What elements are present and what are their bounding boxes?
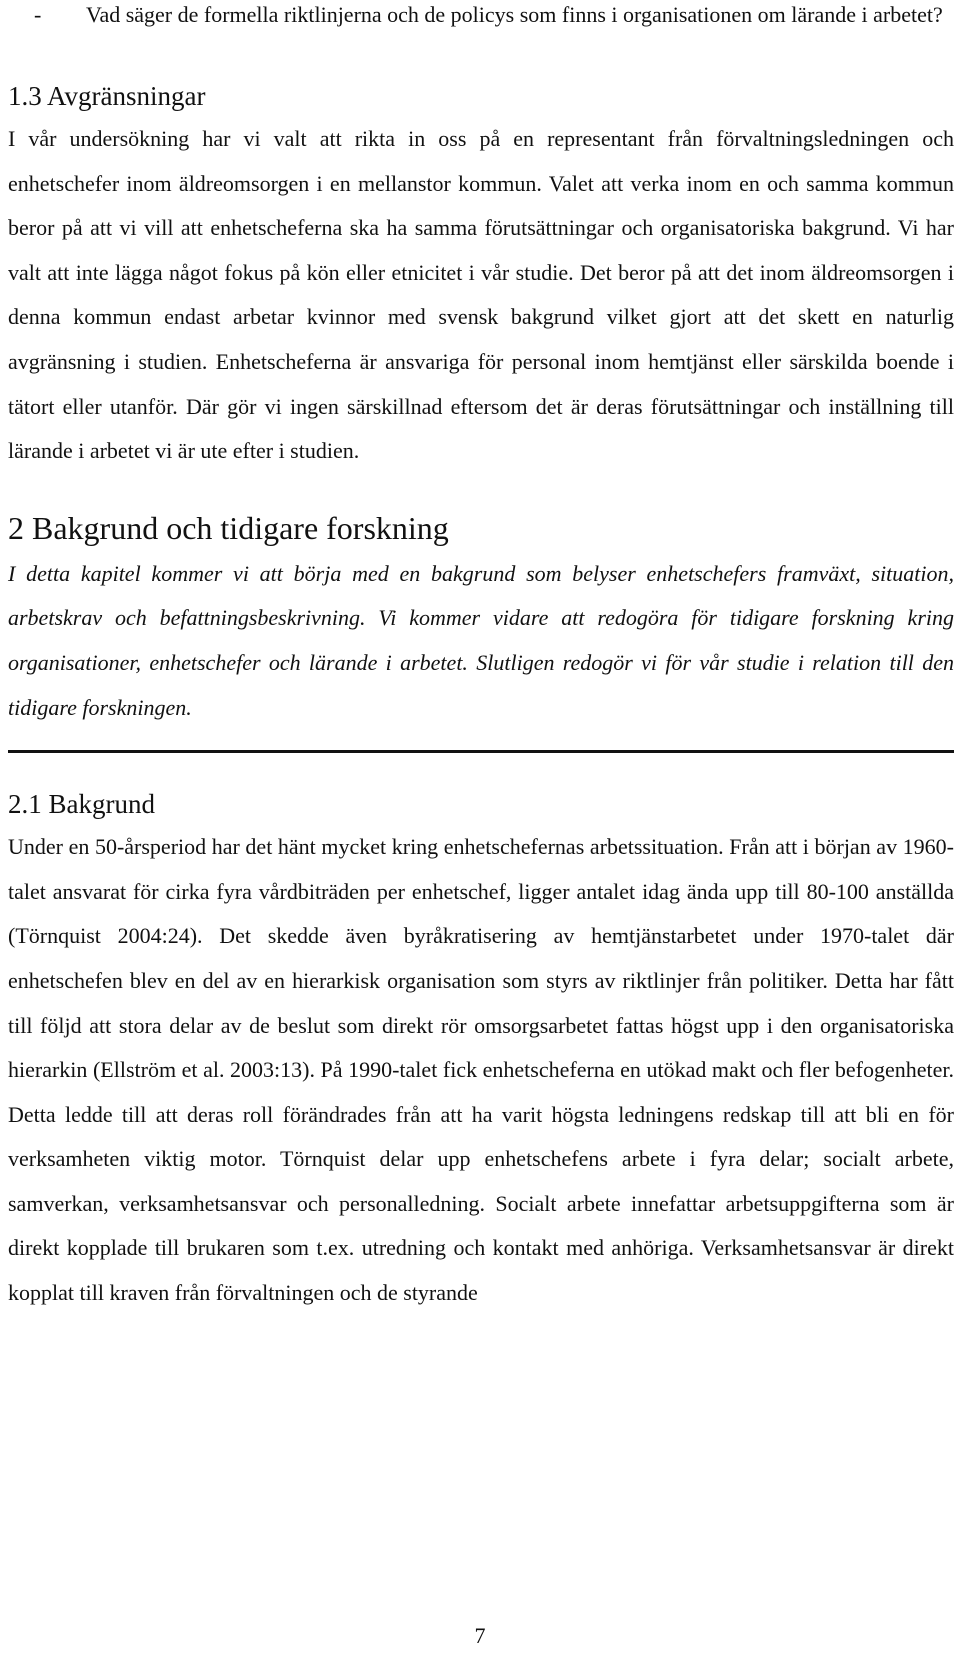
bullet-item	[8, 0, 954, 36]
section-heading-1-3: 1.3 Avgränsningar	[8, 81, 206, 111]
section-2-1-paragraph: Under en 50-årsperiod har det hänt mycket kring enhetschefernas arbetssituation. Från att i början av 1960-talet ansvarat för cirka fyra vårdbiträden per enhetschef, ligger antalet idag ända upp till 80-100 anställda (Törnquist 2004:24). Det skedde även byråkratisering av hemtjänstarbetet under 1970-talet där enhetschefen blev en del av en hierarkisk organisation som styrs av riktlinjer från politiker. Detta har fått till följd att stora delar av de beslut som direkt rör omsorgsarbetet fattas högst upp i den organisatoriska hierarkin (Ellström et al. 2003:13). På 1990-talet fick enhetscheferna en utökad makt och fler befogenheter. Detta ledde till att deras roll förändrades från att ha varit högsta ledningens redskap till att bli en för verksamheten viktig motor. Törnquist delar upp enhetschefens arbete i fyra delar; socialt arbete, samverkan, verksamhetsansvar och personalledning. Socialt arbete innefattar arbetsuppgifterna som är direkt kopplade till brukaren som t.ex. utredning och kontakt med anhöriga. Verksamhetsansvar är direkt kopplat till kraven från förvaltningen och de styrande	[8, 834, 954, 1306]
page-number: 7	[474, 1623, 486, 1648]
bullet-text: Vad säger de formella riktlinjerna och de policys som finns i organisationen om lärande i arbetet?	[86, 2, 943, 27]
section-heading-2: 2 Bakgrund och tidigare forskning	[8, 509, 449, 546]
bullet-marker: -	[34, 2, 42, 27]
section-1-3-paragraph: I vår undersökning har vi valt att rikta in oss på en representant från förvaltningsledningen och enhetschefer inom äldreomsorgen i en mellanstor kommun. Valet att verka inom en och samma kommun beror på att vi vill att enhetscheferna ska ha samma förutsättningar och organisatoriska bakgrund. Vi har valt att inte lägga något fokus på kön eller etnicitet i vår studie. Det beror på att det inom äldreomsorgen i denna kommun endast arbetar kvinnor med svensk bakgrund vilket gjort att det skett en naturlig avgränsning i studien. Enhetscheferna är ansvariga för personal inom hemtjänst eller särskilda boende i tätort eller utanför. Där gör vi ingen särskillnad eftersom det är deras förutsättningar och inställning till lärande i arbetet vi är ute efter i studien.	[8, 126, 954, 464]
section-2-intro-paragraph: I detta kapitel kommer vi att börja med en bakgrund som belyser enhetschefers framväxt, situation, arbetskrav och befattningsbeskrivning. Vi kommer vidare att redogöra för tidigare forskning kring organisationer, enhetschefer och lärande i arbetet. Slutligen redogör vi för vår studie i relation till den tidigare forskningen.	[8, 560, 954, 720]
document-page	[8, 0, 954, 1316]
section-heading-2-1: 2.1 Bakgrund	[8, 789, 155, 820]
